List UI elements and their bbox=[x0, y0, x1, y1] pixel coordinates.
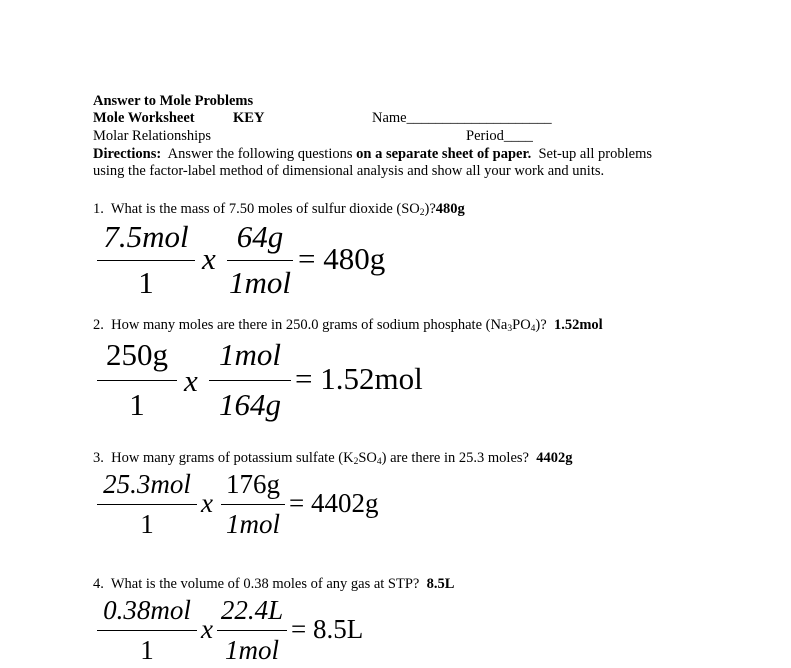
directions-line-2: using the factor-label method of dimensional analysis and show all your work and units. bbox=[93, 163, 605, 179]
equation-2 bbox=[93, 338, 473, 424]
fraction-1 bbox=[97, 338, 177, 424]
subscript: 2 bbox=[353, 457, 359, 467]
denominator: 1mol bbox=[229, 265, 291, 300]
denominator: 1mol bbox=[225, 635, 279, 665]
fraction-bar bbox=[209, 380, 291, 381]
denominator: 1 bbox=[140, 635, 154, 665]
question-text: ) are there in 25.3 moles? bbox=[381, 450, 529, 466]
worksheet-title: Mole Worksheet bbox=[93, 110, 195, 126]
directions-label: Directions: bbox=[93, 146, 162, 162]
denominator: 1mol bbox=[226, 509, 280, 539]
question-number: 1. bbox=[93, 201, 104, 217]
subscript: 4 bbox=[530, 324, 536, 334]
name-field: Name____________________ bbox=[372, 110, 552, 126]
denominator: 164g bbox=[219, 387, 281, 422]
numerator: 7.5mol bbox=[103, 219, 189, 254]
question-2 bbox=[93, 317, 603, 334]
equation-4 bbox=[93, 594, 413, 665]
subtitle: Molar Relationships bbox=[93, 128, 212, 144]
question-text: SO bbox=[358, 450, 377, 466]
fraction-bar bbox=[97, 630, 197, 631]
multiply-sign: x bbox=[201, 614, 213, 644]
fraction-1 bbox=[97, 468, 197, 542]
period-field: Period____ bbox=[466, 128, 533, 144]
fraction-bar bbox=[221, 504, 285, 505]
denominator: 1 bbox=[129, 387, 145, 422]
question-4 bbox=[93, 576, 454, 593]
directions-text-1: Answer the following questions bbox=[167, 146, 353, 162]
fraction-2 bbox=[227, 218, 293, 302]
directions-text-2: Set-up all problems bbox=[538, 146, 653, 162]
subscript: 4 bbox=[376, 457, 382, 467]
subscript: 3 bbox=[507, 324, 513, 334]
directions-line-1 bbox=[93, 146, 652, 163]
question-text: PO bbox=[512, 317, 531, 333]
question-number: 3. bbox=[93, 450, 104, 466]
result: = 480g bbox=[298, 241, 386, 276]
question-number: 2. bbox=[93, 317, 104, 333]
question-1 bbox=[93, 201, 465, 218]
numerator: 176g bbox=[226, 469, 280, 499]
subscript: 2 bbox=[419, 208, 425, 218]
directions-emphasis: on a separate sheet of paper. bbox=[356, 146, 532, 162]
result: = 4402g bbox=[289, 488, 379, 518]
numerator: 22.4L bbox=[220, 595, 284, 625]
fraction-bar bbox=[227, 260, 293, 261]
fraction-bar bbox=[97, 380, 177, 381]
result: = 1.52mol bbox=[295, 361, 423, 396]
fraction-bar bbox=[97, 260, 195, 261]
fraction-2 bbox=[209, 338, 291, 424]
question-number: 4. bbox=[93, 576, 104, 592]
numerator: 25.3mol bbox=[103, 469, 191, 499]
multiply-sign: x bbox=[201, 488, 213, 518]
fraction-2 bbox=[217, 594, 287, 668]
question-text: How many grams of potassium sulfate (K bbox=[111, 450, 354, 466]
question-text: )? bbox=[535, 317, 547, 333]
fraction-bar bbox=[217, 630, 287, 631]
answer: 1.52mol bbox=[553, 317, 603, 333]
answer: 480g bbox=[435, 201, 465, 217]
equation-3 bbox=[93, 468, 413, 542]
fraction-1 bbox=[97, 594, 197, 668]
numerator: 250g bbox=[106, 337, 168, 372]
denominator: 1 bbox=[138, 265, 154, 300]
answer: 8.5L bbox=[426, 576, 455, 592]
fraction-2 bbox=[221, 468, 285, 542]
numerator: 1mol bbox=[219, 337, 281, 372]
answer: 4402g bbox=[536, 450, 573, 466]
multiply-sign: x bbox=[184, 363, 198, 398]
numerator: 64g bbox=[236, 219, 284, 254]
denominator: 1 bbox=[140, 509, 154, 539]
key-label: KEY bbox=[233, 110, 265, 126]
fraction-1 bbox=[97, 218, 195, 302]
question-3 bbox=[93, 450, 572, 467]
question-text: )? bbox=[424, 201, 436, 217]
numerator: 0.38mol bbox=[103, 595, 191, 625]
question-text: What is the volume of 0.38 moles of any gas at STP? bbox=[110, 576, 420, 592]
result: = 8.5L bbox=[291, 614, 364, 644]
equation-1 bbox=[93, 218, 433, 302]
page-title: Answer to Mole Problems bbox=[93, 93, 254, 109]
multiply-sign: x bbox=[202, 241, 216, 276]
question-text: What is the mass of 7.50 moles of sulfur dioxide (SO bbox=[110, 201, 420, 217]
fraction-bar bbox=[97, 504, 197, 505]
question-text: How many moles are there in 250.0 grams of sodium phosphate (Na bbox=[111, 317, 508, 333]
